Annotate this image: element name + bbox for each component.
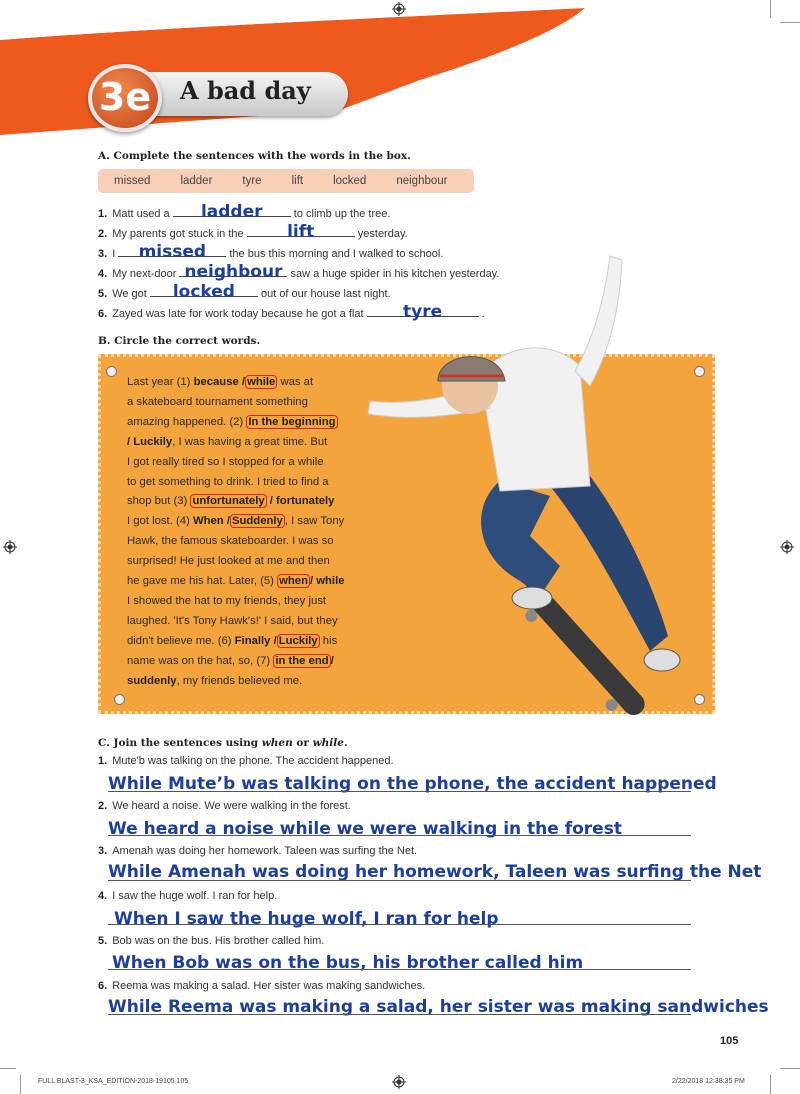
- answer-text: While Amenah was doing her homework, Taleen was surfing the Net: [108, 862, 762, 882]
- page-number: 105: [720, 1035, 739, 1047]
- circled-answer[interactable]: while: [247, 376, 276, 388]
- answer-line[interactable]: [108, 969, 691, 970]
- story-line: [127, 552, 377, 572]
- screw-icon: [114, 694, 125, 705]
- answer-line[interactable]: [108, 880, 691, 881]
- story-text-segment: he gave me his hat. Later, (5): [127, 575, 278, 588]
- answer-blank[interactable]: [173, 202, 291, 222]
- answer-blank[interactable]: [118, 242, 226, 262]
- answer-line[interactable]: [108, 924, 691, 925]
- item-number: 4.: [98, 890, 108, 902]
- prompt-text: Reema was making a salad. Her sister was making sandwiches.: [112, 980, 426, 992]
- option-word[interactable]: suddenly: [127, 674, 177, 687]
- prompt-text: Bob was on the bus. His brother called him.: [112, 935, 325, 947]
- screw-icon: [694, 694, 705, 705]
- item-text-before: My parents got stuck in the: [112, 228, 244, 240]
- option-word[interactable]: / Luckily: [127, 435, 173, 448]
- option-word[interactable]: /: [330, 654, 334, 667]
- answer-blank[interactable]: [150, 282, 258, 302]
- story-line: [127, 592, 377, 612]
- answer-text: missed: [138, 242, 207, 262]
- lesson-header: [88, 66, 358, 124]
- story-line: [127, 473, 377, 493]
- item-number: 6.: [98, 980, 108, 992]
- exercise-c-prompt: [98, 845, 417, 857]
- crop-mark: [0, 1068, 16, 1069]
- prompt-text: Amenah was doing her homework. Taleen was surfing the Net.: [112, 845, 418, 857]
- exercise-c-prompt: [98, 755, 394, 767]
- option-word[interactable]: Finally /: [234, 634, 277, 647]
- heading-text: or: [292, 737, 313, 749]
- story-line: [127, 492, 377, 512]
- answer-text: We heard a noise while we were walking in the forest: [108, 819, 622, 839]
- section-a-heading: A. Complete the sentences with the words in the box.: [98, 150, 411, 162]
- story-line: [127, 453, 377, 473]
- story-line: [127, 512, 377, 532]
- word-box-item: missed: [114, 175, 151, 187]
- item-text-after: the bus this morning and I walked to school.: [229, 248, 444, 260]
- footer-left: FULL BLAST-3_KSA_EDITION-2018-19105 105: [38, 1078, 189, 1085]
- circled-answer[interactable]: when: [279, 575, 308, 588]
- story-text-segment: laughed. 'It's Tony Hawk's!' I said, but they: [127, 614, 338, 627]
- answer-text: While Reema was making a salad, her sister was making sandwiches: [108, 997, 769, 1017]
- section-b-heading: B. Circle the correct words.: [98, 335, 261, 347]
- prompt-text: We heard a noise. We were walking in the forest.: [112, 800, 351, 812]
- answer-text: ladder: [200, 202, 263, 222]
- word-box-item: tyre: [242, 175, 262, 187]
- heading-while: while: [312, 737, 344, 749]
- answer-line[interactable]: [108, 1014, 691, 1015]
- story-text-segment: shop but (3): [127, 495, 191, 508]
- crop-mark: [20, 1075, 21, 1094]
- heading-text: C. Join the sentences using: [98, 737, 262, 749]
- prompt-text: I saw the huge wolf. I ran for help.: [112, 890, 278, 902]
- circled-answer[interactable]: in the end: [275, 654, 329, 667]
- option-word[interactable]: / while: [309, 575, 345, 588]
- registration-mark-icon: [392, 1075, 406, 1089]
- page-title: A bad day: [180, 76, 311, 105]
- item-text-before: Zayed was late for work today because he got a flat: [112, 308, 364, 320]
- answer-text: locked: [172, 282, 235, 302]
- registration-mark-icon: [392, 2, 406, 16]
- story-line: [127, 433, 377, 453]
- item-text-after: to climb up the tree.: [293, 208, 391, 220]
- screw-icon: [106, 366, 117, 377]
- item-number: 2.: [98, 228, 108, 240]
- story-line: [127, 652, 377, 672]
- item-number: 1.: [98, 208, 108, 220]
- item-number: 1.: [98, 755, 108, 767]
- story-text: [127, 373, 377, 692]
- story-line: [127, 373, 377, 393]
- item-number: 2.: [98, 800, 108, 812]
- exercise-c-prompt: [98, 890, 277, 902]
- story-text-segment: didn't believe me. (6): [127, 634, 235, 647]
- answer-blank[interactable]: [179, 262, 287, 282]
- word-box: [98, 169, 474, 193]
- answer-line[interactable]: [108, 791, 691, 792]
- word-box-item: ladder: [180, 175, 213, 187]
- lesson-badge: 3e: [88, 64, 162, 132]
- exercise-c-prompt: [98, 935, 324, 947]
- heading-when: when: [261, 737, 293, 749]
- item-number: 5.: [98, 288, 108, 300]
- story-text-segment: his: [319, 634, 338, 647]
- answer-line[interactable]: [108, 835, 691, 836]
- answer-text: lift: [287, 222, 315, 242]
- footer-right: 2/22/2018 12:38:35 PM: [672, 1078, 745, 1085]
- item-number: 6.: [98, 308, 108, 320]
- story-text-segment: was at: [277, 376, 314, 388]
- answer-text: When Bob was on the bus, his brother called him: [112, 953, 584, 973]
- circled-answer[interactable]: In the beginning: [248, 415, 336, 428]
- word-box-item: locked: [333, 175, 367, 187]
- exercise-a-item: [98, 204, 390, 220]
- story-text-segment: Last year (1): [127, 376, 194, 388]
- item-text-before: We got: [112, 288, 147, 300]
- crop-mark: [770, 1075, 771, 1094]
- story-line: [127, 532, 377, 552]
- item-text-before: I: [112, 248, 116, 260]
- option-word[interactable]: / fortunately: [266, 495, 335, 508]
- story-text-segment: , I was having a great time. But: [172, 435, 328, 448]
- circled-answer[interactable]: unfortunately: [192, 495, 265, 508]
- story-line: [127, 393, 377, 413]
- item-number: 5.: [98, 935, 108, 947]
- story-text-segment: I showed the hat to my friends, they just: [127, 594, 327, 607]
- story-text-segment: surprised! He just looked at me and then: [127, 555, 330, 568]
- story-text-segment: , my friends believed me.: [176, 674, 303, 687]
- circled-answer[interactable]: Luckily: [278, 634, 318, 647]
- exercise-c-prompt: [98, 980, 425, 992]
- exercise-a-item: [98, 284, 391, 300]
- story-text-segment: to get something to drink. I tried to find a: [127, 475, 329, 488]
- prompt-text: Mute'b was talking on the phone. The accident happened.: [112, 755, 394, 767]
- registration-mark-icon: [780, 540, 794, 554]
- story-text-segment: , I saw Tony: [284, 515, 345, 528]
- circled-answer[interactable]: Suddenly: [231, 515, 283, 528]
- answer-blank[interactable]: [247, 222, 355, 242]
- exercise-c-prompt: [98, 800, 351, 812]
- word-box-item: lift: [291, 175, 304, 187]
- registration-mark-icon: [3, 540, 17, 554]
- skateboarder-illustration: [350, 236, 690, 736]
- story-text-segment: I got lost. (4): [127, 515, 193, 528]
- answer-text: When I saw the huge wolf, I ran for help: [114, 909, 499, 929]
- story-line: [127, 413, 377, 433]
- story-line: [127, 612, 377, 632]
- story-line: [127, 632, 377, 652]
- item-text-after: yesterday.: [357, 228, 408, 240]
- item-number: 3.: [98, 248, 108, 260]
- heading-text: .: [343, 737, 348, 749]
- item-number: 3.: [98, 845, 108, 857]
- screw-icon: [694, 366, 705, 377]
- item-text-before: My next-door: [112, 268, 177, 280]
- item-text-after: .: [481, 308, 485, 320]
- item-text-before: Matt used a: [112, 208, 170, 220]
- section-c-heading: [98, 737, 348, 749]
- story-text-segment: a skateboard tournament something: [127, 395, 308, 408]
- story-text-segment: name was on the hat, so, (7): [127, 654, 274, 667]
- item-text-after: out of our house last night.: [260, 288, 391, 300]
- story-text-segment: amazing happened. (2): [127, 415, 247, 428]
- answer-text: tyre: [403, 302, 443, 322]
- story-line: [127, 672, 377, 692]
- word-box-item: neighbour: [396, 175, 448, 187]
- story-text-segment: Hawk, the famous skateboarder. I was so: [127, 535, 334, 548]
- answer-text: While Mute’b was talking on the phone, the accident happened: [108, 774, 717, 794]
- option-word[interactable]: When /: [192, 515, 230, 528]
- crop-mark: [780, 1068, 800, 1069]
- story-line: [127, 572, 377, 592]
- story-text-segment: I got really tired so I stopped for a while: [127, 455, 324, 468]
- option-word[interactable]: because /: [193, 376, 246, 388]
- item-number: 4.: [98, 268, 108, 280]
- answer-text: neighbour: [184, 262, 283, 282]
- item-text-after: saw a huge spider in his kitchen yesterday.: [290, 268, 500, 280]
